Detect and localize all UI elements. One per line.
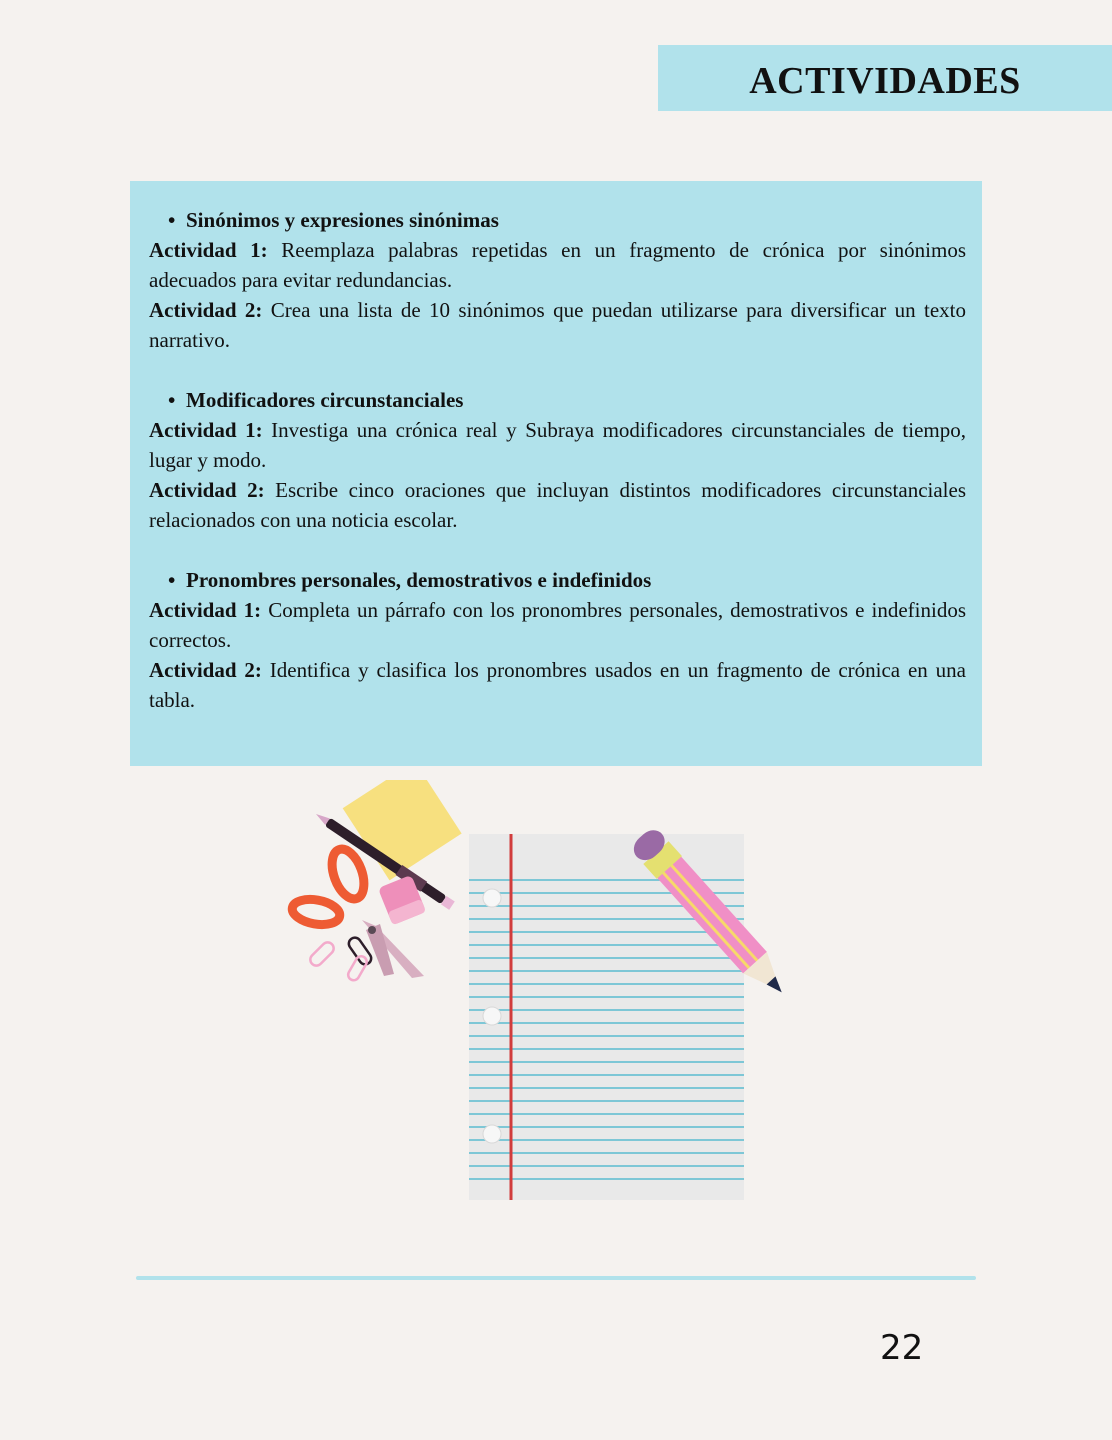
activity-label: Actividad 1: [149, 598, 262, 622]
activity-item [149, 415, 966, 475]
activity-text: Crea una lista de 10 sinónimos que puedan utilizarse para diversificar un texto narrativo. [149, 298, 966, 352]
activity-text: Escribe cinco oraciones que incluyan distintos modificadores circunstanciales relacionados con una noticia escolar. [149, 478, 966, 532]
school-supplies-illustration [280, 780, 840, 1220]
paper-clip-icon [308, 935, 374, 982]
activity-item [149, 595, 966, 655]
activity-item [149, 295, 966, 355]
activities-panel [130, 181, 982, 766]
section-heading: • Pronombres personales, demostrativos e indefinidos [168, 565, 966, 595]
section-heading: • Sinónimos y expresiones sinónimas [168, 205, 966, 235]
section-pronouns [149, 565, 966, 715]
footer-divider [136, 1276, 976, 1280]
activity-label: Actividad 1: [149, 238, 268, 262]
page-title: ACTIVIDADES [749, 60, 1021, 102]
page-number: 22 [880, 1328, 924, 1368]
header-band [658, 45, 1112, 111]
section-heading: • Modificadores circunstanciales [168, 385, 966, 415]
activity-item [149, 655, 966, 715]
activity-item [149, 235, 966, 295]
activity-label: Actividad 2: [149, 298, 263, 322]
activity-text: Identifica y clasifica los pronombres usados en un fragmento de crónica en una tabla. [149, 658, 966, 712]
activity-text: Reemplaza palabras repetidas en un fragmento de crónica por sinónimos adecuados para evitar redundancias. [149, 238, 967, 292]
section-modifiers [149, 385, 966, 535]
activity-text: Completa un párrafo con los pronombres personales, demostrativos e indefinidos correctos. [149, 598, 967, 652]
activity-item [149, 475, 966, 535]
activity-label: Actividad 1: [149, 418, 263, 442]
activity-text: Investiga una crónica real y Subraya modificadores circunstanciales de tiempo, lugar y modo. [149, 418, 966, 472]
section-synonyms [149, 205, 966, 355]
activity-label: Actividad 2: [149, 658, 262, 682]
activities-content [149, 205, 966, 745]
activity-label: Actividad 2: [149, 478, 265, 502]
